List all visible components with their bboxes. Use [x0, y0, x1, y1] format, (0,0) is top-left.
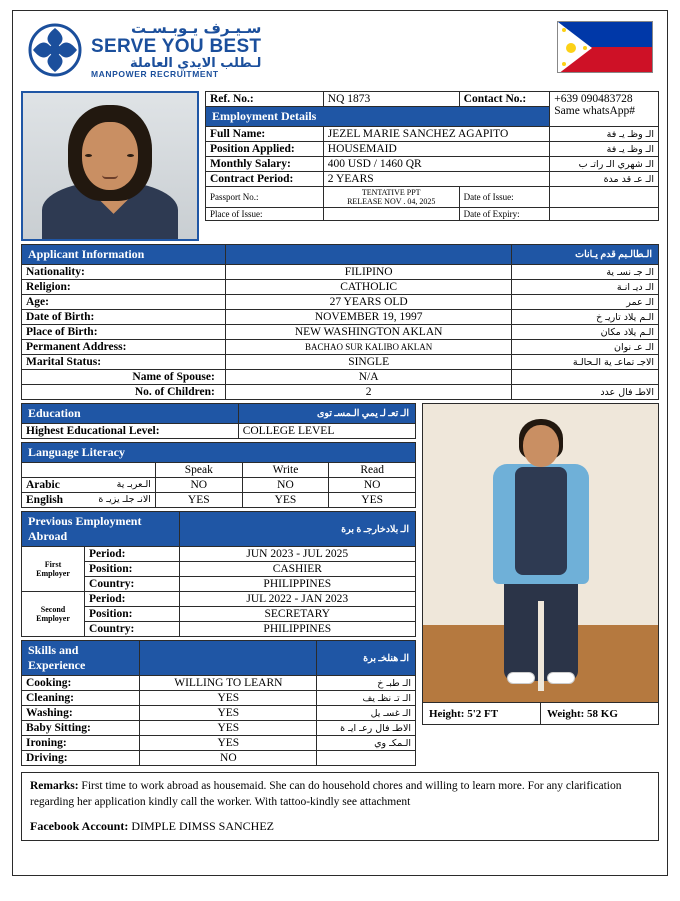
weight-label: Weight: [547, 707, 585, 720]
table-row [22, 676, 416, 691]
contract-period-label-arabic: الـ عـ قد مدة [550, 172, 659, 187]
weight-cell [541, 703, 658, 724]
second-employer-title [22, 592, 85, 637]
table-row [22, 736, 416, 751]
education-table [21, 403, 416, 439]
position-applied-label: Position Applied: [206, 142, 324, 157]
full-name-label: Full Name: [206, 127, 324, 142]
table-row [22, 310, 659, 325]
name-of-spouse-label: Name of Spouse: [22, 370, 226, 385]
highest-education-label: Highest Educational Level: [22, 424, 239, 439]
table-row [206, 172, 659, 187]
washing-value: YES [140, 706, 317, 721]
no-of-children-value: 2 [225, 385, 512, 400]
remarks-text: First time to work abroad as housemaid. She can do household chores and willing to learn more. For any clarification regarding her application kindly call the worker. With tattoo-kindly see attachment [30, 780, 622, 808]
cleaning-label-arabic: الـ تـ نظـ يف [317, 691, 416, 706]
permanent-address-label-arabic: الـ عـ نوان [512, 340, 659, 355]
monthly-salary-label-arabic: الـ شهري الـ راتـ ب [550, 157, 659, 172]
top-section [21, 91, 659, 241]
marital-status-label: Marital Status: [22, 355, 226, 370]
place-of-issue-label: Place of Issue: [206, 208, 324, 221]
height-weight-row [422, 703, 659, 725]
arabic-language-cell [22, 478, 156, 493]
table-row [22, 385, 659, 400]
company-subtitle: MANPOWER RECRUITMENT [91, 69, 219, 80]
table-row [22, 478, 416, 493]
applicant-full-body-photo [422, 403, 659, 703]
nationality-label: Nationality: [22, 265, 226, 280]
company-branding [27, 21, 261, 79]
english-read-value: YES [329, 493, 416, 508]
contact-no-line1: +639 090483728 [554, 93, 633, 105]
contract-period-value: 2 YEARS [323, 172, 549, 187]
passport-no-value [323, 187, 459, 208]
table-row [22, 493, 416, 508]
name-of-spouse-value: N/A [225, 370, 512, 385]
write-column-header: Write [242, 463, 329, 478]
baby-sitting-label: Baby Sitting: [22, 721, 140, 736]
contract-period-label: Contract Period: [206, 172, 324, 187]
passport-no-line2: RELEASE NOV . 04, 2025 [347, 197, 436, 206]
right-column [422, 403, 659, 725]
table-header-row [22, 463, 416, 478]
previous-employment-band [22, 512, 416, 547]
table-row [206, 127, 659, 142]
weight-value: 58 KG [587, 707, 618, 720]
read-column-header: Read [329, 463, 416, 478]
date-of-expiry-value [550, 208, 659, 221]
no-of-children-label-arabic: الاطـ فال عدد [512, 385, 659, 400]
place-of-birth-label-arabic: الـم يلاد مكان [512, 325, 659, 340]
washing-label: Washing: [22, 706, 140, 721]
previous-employment-title: Previous Employment Abroad [22, 512, 180, 547]
date-of-issue-label: Date of Issue: [459, 187, 550, 208]
date-of-expiry-label: Date of Expiry: [459, 208, 550, 221]
table-row [206, 187, 659, 208]
baby-sitting-label-arabic: الاطـ فال رعـ ايـ ة [317, 721, 416, 736]
ironing-label: Ironing: [22, 736, 140, 751]
company-name-block [91, 21, 261, 79]
ref-no-value: NQ 1873 [323, 92, 459, 107]
table-row [206, 142, 659, 157]
remarks-box [21, 772, 659, 841]
facebook-account-label: Facebook Account: [30, 819, 129, 834]
religion-label-arabic: الـ ديـ انـة [512, 280, 659, 295]
nationality-value: FILIPINO [225, 265, 512, 280]
middle-section [21, 403, 659, 766]
company-tagline-arabic: لـطلب الايدي العاملة [129, 55, 262, 71]
highest-education-value: COLLEGE LEVEL [238, 424, 415, 439]
table-row [22, 325, 659, 340]
arabic-read-value: NO [329, 478, 416, 493]
education-band [22, 404, 416, 424]
english-speak-value: YES [155, 493, 242, 508]
table-row [22, 592, 416, 607]
applicant-information-table [21, 244, 659, 400]
arabic-language-label: Arabic [26, 479, 60, 491]
first-employer-position-value: CASHIER [179, 562, 415, 577]
second-employer-line1: Second [40, 605, 66, 614]
contact-no-value [550, 92, 659, 127]
position-applied-label-arabic: الـ وظـ يـ فة [550, 142, 659, 157]
baby-sitting-value: YES [140, 721, 317, 736]
arabic-write-value: NO [242, 478, 329, 493]
monthly-salary-label: Monthly Salary: [206, 157, 324, 172]
table-row [22, 370, 659, 385]
remarks-label: Remarks: [30, 780, 79, 792]
language-literacy-table [21, 442, 416, 508]
passport-no-line1: TENTATIVE PPT [361, 188, 421, 197]
first-employer-title [22, 547, 85, 592]
permanent-address-label: Permanent Address: [22, 340, 226, 355]
washing-label-arabic: الـ غسـ يل [317, 706, 416, 721]
facebook-account-row [30, 818, 650, 834]
date-of-issue-value [550, 187, 659, 208]
table-row [22, 424, 416, 439]
table-row [22, 691, 416, 706]
applicant-information-band [22, 245, 659, 265]
table-row [22, 295, 659, 310]
cleaning-value: YES [140, 691, 317, 706]
marital-status-label-arabic: الاجـ تماعـ ية الـحالـة [512, 355, 659, 370]
second-employer-position-label: Position: [85, 607, 180, 622]
document-header [21, 17, 659, 89]
height-cell [423, 703, 541, 724]
ref-no-label: Ref. No.: [206, 92, 324, 107]
second-employer-period-value: JUL 2022 - JAN 2023 [179, 592, 415, 607]
date-of-birth-label-arabic: الـم يلاد تاريـ خ [512, 310, 659, 325]
place-of-birth-label: Place of Birth: [22, 325, 226, 340]
facebook-account-value: DIMPLE DIMSS SANCHEZ [131, 819, 275, 834]
height-value: 5'2 FT [467, 707, 499, 720]
nationality-label-arabic: الـ جـ نسـ ية [512, 265, 659, 280]
age-label: Age: [22, 295, 226, 310]
ironing-label-arabic: الـمكـ وي [317, 736, 416, 751]
english-language-cell [22, 493, 156, 508]
position-applied-value: HOUSEMAID [323, 142, 549, 157]
second-employer-country-label: Country: [85, 622, 180, 637]
driving-value: NO [140, 751, 317, 766]
first-employer-line2: Employer [36, 569, 70, 578]
age-label-arabic: الـ عمر [512, 295, 659, 310]
first-employer-line1: First [44, 560, 62, 569]
second-employer-line2: Employer [36, 614, 70, 623]
cv-sheet [12, 10, 668, 876]
philippines-flag-icon [557, 21, 653, 73]
applicant-information-title-arabic: الـطالـبم قدم يـانات [512, 245, 659, 265]
table-row [22, 355, 659, 370]
table-row [206, 92, 659, 107]
arabic-language-label-arabic: الـعربـ ية [116, 479, 151, 490]
education-title-arabic: الـ تعـ لـ يمي الـمسـ توى [238, 404, 415, 424]
previous-employment-table [21, 511, 416, 637]
table-row [22, 340, 659, 355]
second-employer-period-label: Period: [85, 592, 180, 607]
cooking-value: WILLING TO LEARN [140, 676, 317, 691]
applicant-information-title: Applicant Information [22, 245, 226, 265]
language-literacy-title: Language Literacy [22, 443, 416, 463]
first-employer-period-label: Period: [85, 547, 180, 562]
language-literacy-band [22, 443, 416, 463]
table-row [22, 706, 416, 721]
table-row [22, 721, 416, 736]
cooking-label-arabic: الـ طبـ خ [317, 676, 416, 691]
company-name-arabic: سـيـرف يـوبـسـت [131, 19, 262, 37]
left-column [21, 403, 416, 766]
driving-label: Driving: [22, 751, 140, 766]
second-employer-position-value: SECRETARY [179, 607, 415, 622]
english-write-value: YES [242, 493, 329, 508]
english-language-label-arabic: الانـ جلـ يزيـ ة [98, 494, 151, 505]
first-employer-country-label: Country: [85, 577, 180, 592]
full-name-label-arabic: الـ وظـ يـ فة [550, 127, 659, 142]
ironing-value: YES [140, 736, 317, 751]
place-of-birth-value: NEW WASHINGTON AKLAN [225, 325, 512, 340]
english-language-label: English [26, 494, 64, 506]
name-of-spouse-label-arabic [512, 370, 659, 385]
date-of-birth-value: NOVEMBER 19, 1997 [225, 310, 512, 325]
table-row [22, 280, 659, 295]
second-employer-country-value: PHILIPPINES [179, 622, 415, 637]
table-row [22, 265, 659, 280]
skills-band [22, 641, 416, 676]
table-row [22, 751, 416, 766]
contact-no-label: Contact No.: [459, 92, 550, 107]
full-name-value: JEZEL MARIE SANCHEZ AGAPITO [323, 127, 549, 142]
applicant-portrait-photo [21, 91, 199, 241]
monthly-salary-value: 400 USD / 1460 QR [323, 157, 549, 172]
company-logo-icon [27, 22, 83, 78]
table-row [206, 208, 659, 221]
employment-details-title: Employment Details [206, 107, 550, 127]
first-employer-position-label: Position: [85, 562, 180, 577]
cooking-label: Cooking: [22, 676, 140, 691]
first-employer-country-value: PHILIPPINES [179, 577, 415, 592]
company-name-english: SERVE YOU BEST [91, 35, 262, 57]
cleaning-label: Cleaning: [22, 691, 140, 706]
driving-label-arabic [317, 751, 416, 766]
speak-column-header: Speak [155, 463, 242, 478]
education-title: Education [22, 404, 239, 424]
first-employer-period-value: JUN 2023 - JUL 2025 [179, 547, 415, 562]
skills-title: Skills and Experience [22, 641, 140, 676]
table-row [22, 547, 416, 562]
language-column-header [22, 463, 156, 478]
place-of-issue-value [323, 208, 459, 221]
permanent-address-value: BACHAO SUR KALIBO AKLAN [225, 340, 512, 355]
skills-title-arabic: الـ هنلخـ برة [317, 641, 416, 676]
contact-no-line2: Same whatsApp# [554, 105, 636, 117]
marital-status-value: SINGLE [225, 355, 512, 370]
table-row [206, 157, 659, 172]
employment-details-table [205, 91, 659, 221]
previous-employment-title-arabic: الـ بلادخارجـ ة برة [179, 512, 415, 547]
religion-value: CATHOLIC [225, 280, 512, 295]
religion-label: Religion: [22, 280, 226, 295]
no-of-children-label: No. of Children: [22, 385, 226, 400]
height-label: Height: [429, 707, 465, 720]
age-value: 27 YEARS OLD [225, 295, 512, 310]
passport-no-label: Passport No.: [206, 187, 324, 208]
arabic-speak-value: NO [155, 478, 242, 493]
skills-experience-table [21, 640, 416, 766]
date-of-birth-label: Date of Birth: [22, 310, 226, 325]
